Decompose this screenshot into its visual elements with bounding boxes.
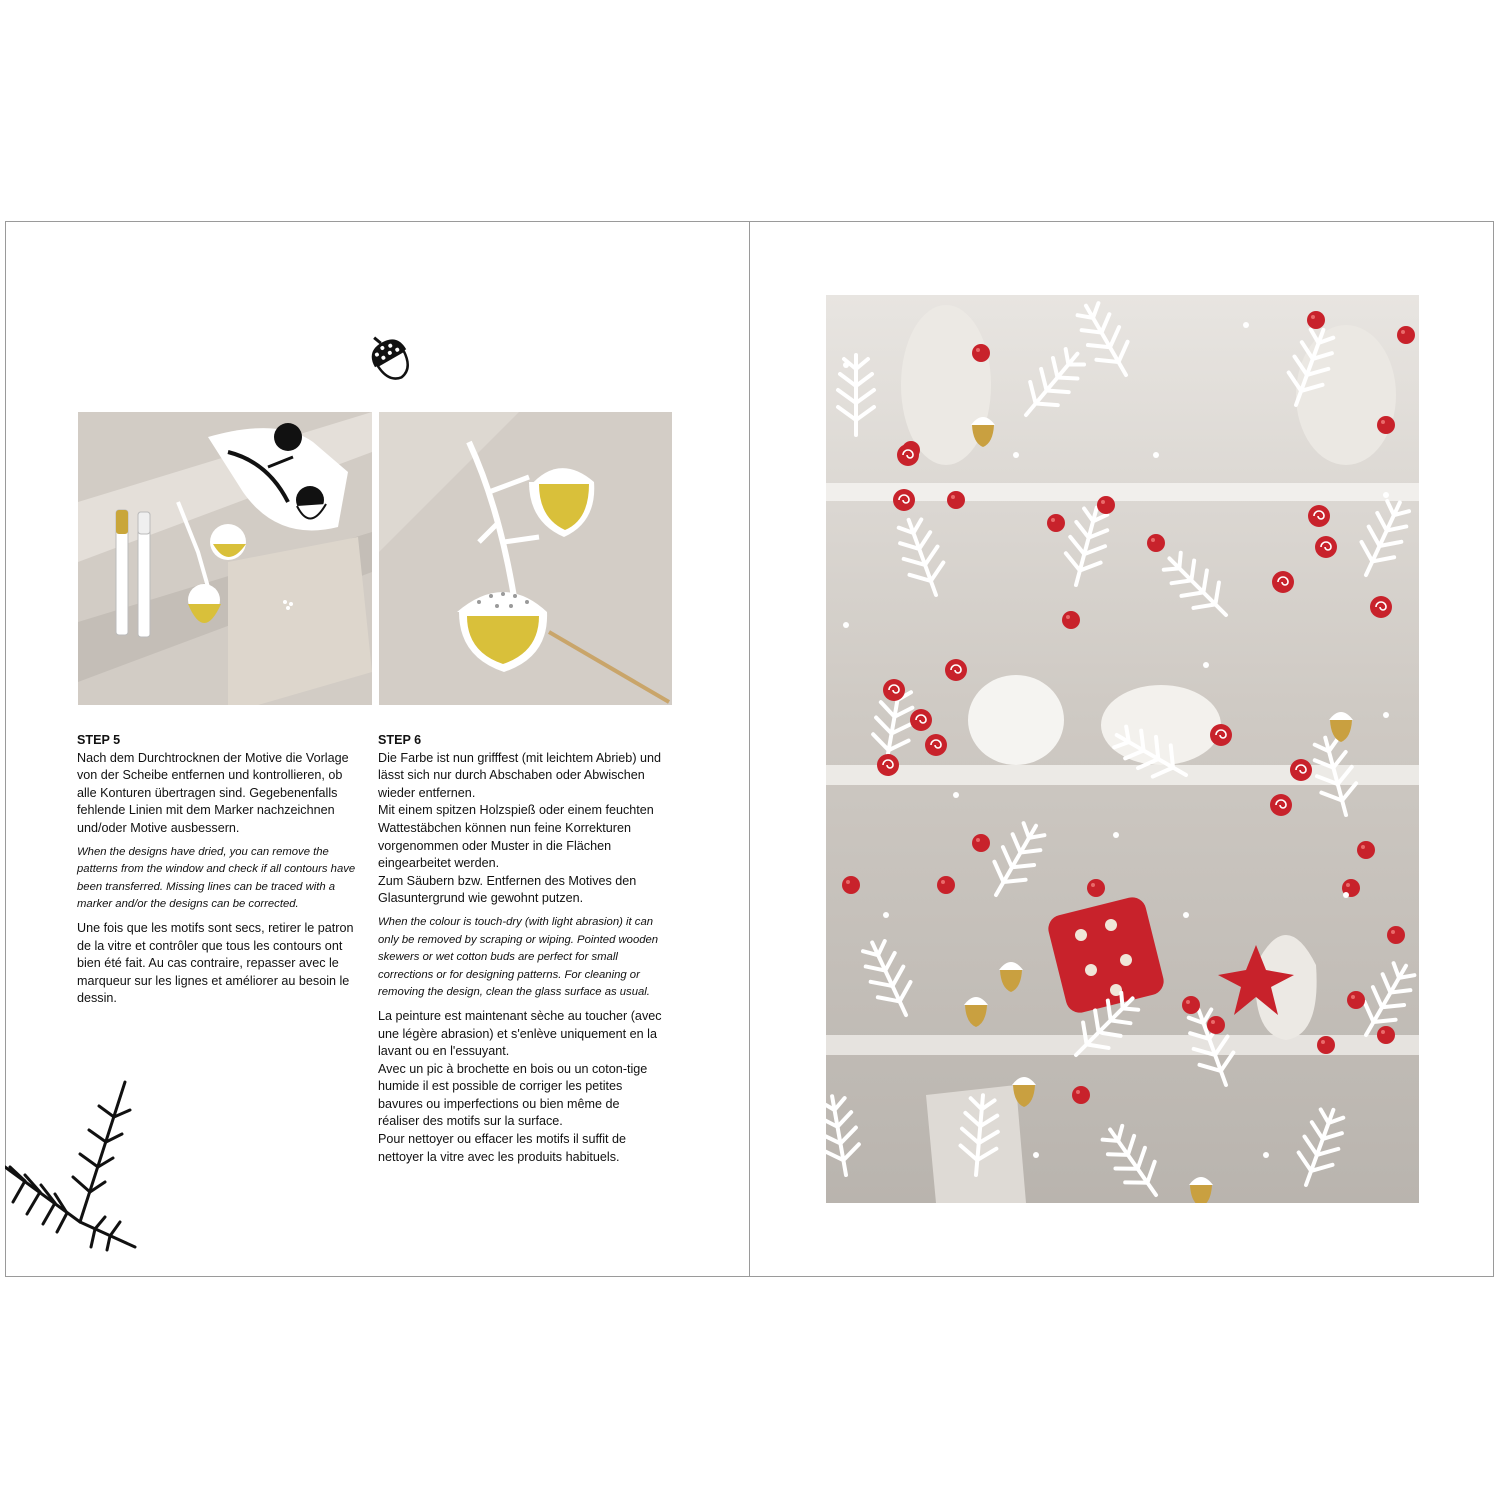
step5-text-en: When the designs have dried, you can remove the patterns from the window and check if all contours have been transferred. Missing lines can be traced with a marker and/or the designs can be corrected. [77, 845, 356, 911]
step5-column [77, 732, 359, 1014]
step5-photo [78, 412, 372, 705]
step6-photo [379, 412, 672, 705]
step6-text-de-1: Die Farbe ist nun grifffest (mit leichtem Abrieb) und lässt sich nur durch Abschaben oder Abwischen wieder entfernen. [378, 750, 662, 800]
step6-text-fr-3: Pour nettoyer ou effacer les motifs il suffit de nettoyer la vitre avec les produits habituels. [378, 1132, 627, 1164]
page-fold [749, 221, 750, 1277]
step6-text-fr-1: La peinture est maintenant sèche au toucher (avec une légère abrasion) et s'enlève uniquement en la lavant ou en l'essuyant. [378, 1008, 662, 1059]
step5-heading: STEP 5 [77, 733, 121, 747]
step6-column [378, 732, 664, 1172]
acorn-illustration [352, 330, 422, 386]
step6-text-de-3: Zum Säubern bzw. Entfernen des Motives den Glasuntergrund wie gewohnt putzen. [378, 873, 637, 906]
step6-text-en: When the colour is touch-dry (with light abrasion) it can only be removed by scraping or wiping. Pointed wooden skewers or wet cotton buds are perfect for small corrections or for designing patterns. For cleaning or removing the design, clean the glass surface as usual. [378, 915, 659, 999]
step6-text-de-2: Mit einem spitzen Holzspieß oder einem feuchten Wattestäbchen können nun feine Korrekturen vorgenommen oder Muster in die Flächen eingearbeitet werden. [378, 803, 654, 871]
step6-text-fr-2: Avec un pic à brochette en bois ou un coton-tige humide il est possible de corriger les petites bavures ou imperfections ou bien même de réaliser des motifs sur la surface. [378, 1061, 648, 1129]
step5-text-fr: Une fois que les motifs sont secs, retirer le patron de la vitre et contrôler que tous les contours ont bien été fait. Au cas contraire, repasser avec le marqueur sur les lignes et améliorer au besoin le dessin. [77, 920, 354, 1006]
decorated-window-photo [826, 295, 1419, 1203]
step5-text-de: Nach dem Durchtrocknen der Motive die Vorlage von der Scheibe entfernen und kontrollieren, ob alle Konturen übertragen sind. Gegebenenfalls fehlende Linien mit dem Marker nachzeichnen und/oder Motive ausbessern. [77, 750, 349, 835]
fir-branch-illustration [5, 1072, 145, 1252]
step6-heading: STEP 6 [378, 733, 422, 747]
